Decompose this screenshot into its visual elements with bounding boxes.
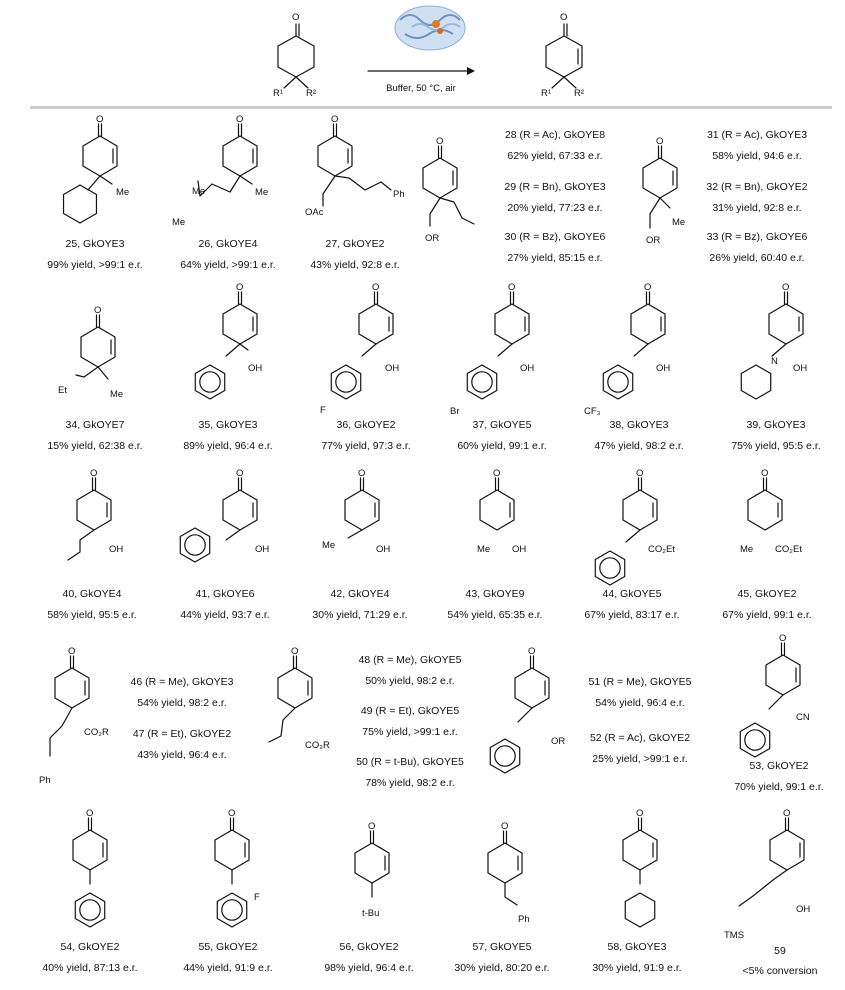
caption-37-result: 60% yield, 99:1 e.r. bbox=[457, 440, 547, 452]
caption-29-result: 20% yield, 77:23 e.r. bbox=[507, 202, 603, 214]
struct-41-ring bbox=[223, 490, 257, 530]
caption-37-title: 37, GkOYE5 bbox=[472, 419, 532, 431]
struct-58-cyclohexyl bbox=[625, 893, 654, 927]
label-43-me: Me bbox=[477, 544, 491, 555]
label-42-me: Me bbox=[322, 540, 336, 551]
struct-27-oxygen: O bbox=[331, 114, 339, 125]
struct-57-carbonyl bbox=[504, 831, 507, 843]
struct-38-carbonyl bbox=[647, 292, 650, 304]
struct-40-ring bbox=[77, 490, 111, 530]
caption-38-result: 47% yield, 98:2 e.r. bbox=[594, 440, 684, 452]
caption-46-title: 46 (R = Me), GkOYE3 bbox=[130, 676, 234, 688]
struct-58-oxygen: O bbox=[636, 808, 644, 819]
product-r1-label: R¹ bbox=[541, 88, 552, 99]
caption-57-title: 57, GkOYE5 bbox=[472, 941, 532, 953]
struct-38-ring bbox=[631, 304, 665, 344]
struct-51-carbonyl bbox=[531, 656, 534, 668]
struct-48-allyl bbox=[269, 708, 295, 742]
struct-53-oxygen: O bbox=[779, 633, 787, 644]
struct-27-chain bbox=[335, 176, 391, 190]
struct-43-ring bbox=[480, 490, 514, 530]
caption-43-title: 43, GkOYE9 bbox=[465, 588, 525, 600]
struct-48-carbonyl bbox=[294, 656, 297, 668]
struct-31-oxygen: O bbox=[656, 136, 664, 147]
struct-51-bond bbox=[518, 708, 532, 722]
row-1-captions bbox=[47, 129, 808, 271]
struct-57-ring bbox=[488, 843, 522, 883]
struct-59-alkyne bbox=[739, 870, 787, 906]
struct-45-oxygen: O bbox=[761, 468, 769, 479]
caption-50-title: 50 (R = t-Bu), GkOYE5 bbox=[356, 756, 464, 768]
caption-48-title: 48 (R = Me), GkOYE5 bbox=[358, 654, 462, 666]
caption-28-result: 62% yield, 67:33 e.r. bbox=[507, 150, 603, 162]
struct-56-oxygen: O bbox=[368, 821, 376, 832]
struct-53-ring bbox=[766, 655, 800, 695]
caption-40-title: 40, GkOYE4 bbox=[62, 588, 122, 600]
caption-45-result: 67% yield, 99:1 e.r. bbox=[722, 609, 812, 621]
struct-28-carbonyl bbox=[439, 146, 442, 158]
label-45-me: Me bbox=[740, 544, 754, 555]
caption-39-title: 39, GkOYE3 bbox=[746, 419, 806, 431]
caption-56-result: 98% yield, 96:4 e.r. bbox=[324, 962, 414, 974]
reaction-conditions: Buffer, 50 °C, air bbox=[386, 83, 456, 94]
struct-42-ch2 bbox=[348, 530, 362, 538]
struct-37-oxygen: O bbox=[508, 282, 516, 293]
struct-26-ring bbox=[223, 136, 257, 176]
caption-38-title: 38, GkOYE3 bbox=[609, 419, 669, 431]
struct-39-bond bbox=[772, 344, 786, 356]
struct-41-carbonyl bbox=[239, 478, 242, 490]
caption-33-title: 33 (R = Bz), GkOYE6 bbox=[706, 231, 808, 243]
caption-31-result: 58% yield, 94:6 e.r. bbox=[712, 150, 802, 162]
label-36-oh: OH bbox=[385, 363, 400, 374]
struct-59-oxygen: O bbox=[783, 808, 791, 819]
struct-55-carbonyl bbox=[231, 818, 234, 830]
label-27-ph: Ph bbox=[393, 189, 405, 200]
struct-38-oxygen: O bbox=[644, 282, 652, 293]
struct-39-oxygen: O bbox=[782, 282, 790, 293]
struct-45-carbonyl bbox=[764, 478, 767, 490]
caption-51-result: 54% yield, 96:4 e.r. bbox=[595, 697, 685, 709]
struct-25-bond bbox=[88, 176, 100, 190]
struct-28-oxygen: O bbox=[436, 136, 444, 147]
struct-40-carbonyl bbox=[93, 478, 96, 490]
struct-36-oxygen: O bbox=[372, 282, 380, 293]
struct-35-bond bbox=[226, 344, 240, 356]
label-25-me: Me bbox=[116, 187, 130, 198]
struct-44-carbonyl bbox=[639, 478, 642, 490]
label-40-oh: OH bbox=[109, 544, 124, 555]
struct-35-oh-bond bbox=[240, 344, 248, 350]
struct-35-carbonyl bbox=[239, 292, 242, 304]
struct-38-aryl-aromatic bbox=[608, 372, 628, 392]
struct-53-carbonyl bbox=[782, 643, 785, 655]
struct-51-phenyl-aromatic bbox=[495, 746, 515, 766]
struct-46-carbonyl bbox=[71, 656, 74, 668]
label-26-me3: Me bbox=[255, 187, 269, 198]
svg-text:O: O bbox=[292, 12, 300, 23]
caption-30-result: 27% yield, 85:15 e.r. bbox=[507, 252, 603, 264]
struct-42-ring bbox=[345, 490, 379, 530]
struct-37-carbonyl bbox=[511, 292, 514, 304]
caption-25-title: 25, GkOYE3 bbox=[65, 238, 125, 250]
caption-49-title: 49 (R = Et), GkOYE5 bbox=[360, 705, 460, 717]
caption-34-title: 34, GkOYE7 bbox=[65, 419, 125, 431]
struct-27-carbonyl bbox=[334, 124, 337, 136]
caption-33-result: 26% yield, 60:40 e.r. bbox=[709, 252, 805, 264]
struct-48-oxygen: O bbox=[291, 646, 299, 657]
struct-55-aryl-aromatic bbox=[222, 900, 242, 920]
struct-36-bond bbox=[362, 344, 376, 356]
struct-55-oxygen: O bbox=[228, 808, 236, 819]
label-45-co2et: CO₂Et bbox=[775, 544, 802, 555]
struct-57-benzyl bbox=[505, 883, 517, 905]
struct-46-chain bbox=[50, 708, 72, 756]
enzyme-structure-image bbox=[395, 6, 465, 50]
struct-34-carbonyl bbox=[97, 315, 100, 327]
struct-58-carbonyl bbox=[639, 818, 642, 830]
svg-text:O: O bbox=[560, 12, 568, 23]
caption-25-result: 99% yield, >99:1 e.r. bbox=[47, 259, 143, 271]
struct-41-oxygen: O bbox=[236, 468, 244, 479]
struct-28-ring bbox=[423, 158, 457, 198]
caption-53-title: 53, GkOYE2 bbox=[749, 760, 809, 772]
label-39-n: N bbox=[771, 356, 778, 367]
label-37-oh: OH bbox=[520, 363, 535, 374]
struct-44-phenyl-aromatic bbox=[600, 558, 620, 578]
struct-40-allyl bbox=[68, 530, 94, 560]
caption-40-result: 58% yield, 95:5 e.r. bbox=[47, 609, 137, 621]
struct-45-ring bbox=[748, 490, 782, 530]
struct-54-ring bbox=[73, 830, 107, 870]
label-57-ph: Ph bbox=[518, 914, 530, 925]
label-56-tbu: t-Bu bbox=[362, 908, 380, 919]
row-3-captions bbox=[47, 588, 811, 621]
caption-26-title: 26, GkOYE4 bbox=[198, 238, 258, 250]
struct-36-carbonyl bbox=[375, 292, 378, 304]
struct-28-ch2or bbox=[430, 198, 440, 226]
struct-34-me-bond bbox=[98, 367, 108, 379]
struct-25-oxygen: O bbox=[96, 114, 104, 125]
caption-55-result: 44% yield, 91:9 e.r. bbox=[183, 962, 273, 974]
struct-56-carbonyl bbox=[371, 831, 374, 843]
caption-45-title: 45, GkOYE2 bbox=[737, 588, 797, 600]
caption-47-title: 47 (R = Et), GkOYE2 bbox=[132, 728, 232, 740]
struct-26-oxygen: O bbox=[236, 114, 244, 125]
struct-27-ring bbox=[318, 136, 352, 176]
label-26-me2: Me bbox=[172, 217, 186, 228]
caption-51-title: 51 (R = Me), GkOYE5 bbox=[588, 676, 692, 688]
struct-59-carbonyl bbox=[786, 818, 789, 830]
caption-48-result: 50% yield, 98:2 e.r. bbox=[365, 675, 455, 687]
caption-30-title: 30 (R = Bz), GkOYE6 bbox=[504, 231, 606, 243]
caption-32-title: 32 (R = Bn), GkOYE2 bbox=[706, 181, 808, 193]
struct-26-carbonyl bbox=[239, 124, 242, 136]
caption-26-result: 64% yield, >99:1 e.r. bbox=[180, 259, 276, 271]
label-48-co2r: CO₂R bbox=[305, 740, 330, 751]
caption-29-title: 29 (R = Bn), GkOYE3 bbox=[504, 181, 606, 193]
caption-58-result: 30% yield, 91:9 e.r. bbox=[592, 962, 682, 974]
caption-46-result: 54% yield, 98:2 e.r. bbox=[137, 697, 227, 709]
struct-27-ch2oac bbox=[323, 176, 335, 206]
caption-35-result: 89% yield, 96:4 e.r. bbox=[183, 440, 273, 452]
struct-53-phenyl-aromatic bbox=[745, 730, 765, 750]
caption-47-result: 43% yield, 96:4 e.r. bbox=[137, 749, 227, 761]
caption-39-result: 75% yield, 95:5 e.r. bbox=[731, 440, 821, 452]
struct-51-ring bbox=[515, 668, 549, 708]
header-divider bbox=[30, 106, 832, 109]
reactant-structure bbox=[273, 12, 316, 99]
caption-31-title: 31 (R = Ac), GkOYE3 bbox=[706, 129, 808, 141]
struct-35-phenyl-aromatic bbox=[200, 372, 220, 392]
struct-25-me-bond bbox=[100, 176, 112, 184]
row-2-captions bbox=[47, 419, 820, 452]
label-34-et: Et bbox=[58, 385, 67, 396]
caption-41-result: 44% yield, 93:7 e.r. bbox=[180, 609, 270, 621]
caption-59-result: <5% conversion bbox=[742, 965, 818, 977]
struct-31-ring bbox=[643, 158, 677, 198]
caption-32-result: 31% yield, 92:8 e.r. bbox=[712, 202, 802, 214]
caption-49-result: 75% yield, >99:1 e.r. bbox=[362, 726, 458, 738]
label-46-co2r: CO₂R bbox=[84, 727, 109, 738]
struct-54-carbonyl bbox=[89, 818, 92, 830]
struct-36-aryl-aromatic bbox=[336, 372, 356, 392]
struct-34-oxygen: O bbox=[94, 305, 102, 316]
caption-55-title: 55, GkOYE2 bbox=[198, 941, 258, 953]
caption-43-result: 54% yield, 65:35 e.r. bbox=[447, 609, 543, 621]
caption-53-result: 70% yield, 99:1 e.r. bbox=[734, 781, 824, 793]
caption-50-result: 78% yield, 98:2 e.r. bbox=[365, 777, 455, 789]
caption-54-result: 40% yield, 87:13 e.r. bbox=[42, 962, 138, 974]
label-31-me: Me bbox=[672, 217, 686, 228]
struct-37-ring bbox=[495, 304, 529, 344]
label-53-cn: CN bbox=[796, 712, 810, 723]
caption-59-title: 59 bbox=[774, 945, 786, 957]
header-reaction bbox=[273, 6, 584, 99]
label-26-me1: Me bbox=[192, 186, 206, 197]
caption-36-title: 36, GkOYE2 bbox=[336, 419, 396, 431]
struct-31-ch2or bbox=[650, 198, 660, 228]
struct-37-bond bbox=[498, 344, 512, 356]
reactant-r2-label: R² bbox=[306, 88, 317, 99]
caption-27-result: 43% yield, 92:8 e.r. bbox=[310, 259, 400, 271]
caption-56-title: 56, GkOYE2 bbox=[339, 941, 399, 953]
product-r2-label: R² bbox=[574, 88, 585, 99]
caption-42-result: 30% yield, 71:29 e.r. bbox=[312, 609, 408, 621]
caption-44-result: 67% yield, 83:17 e.r. bbox=[584, 609, 680, 621]
label-42-oh: OH bbox=[376, 544, 391, 555]
label-34-me: Me bbox=[110, 389, 124, 400]
struct-39-ring bbox=[769, 304, 803, 344]
struct-58-ring bbox=[623, 830, 657, 870]
struct-43-oxygen: O bbox=[493, 468, 501, 479]
label-59-oh: OH bbox=[796, 904, 811, 915]
struct-41-ch2 bbox=[226, 530, 240, 540]
struct-51-oxygen: O bbox=[528, 646, 536, 657]
label-59-tms: TMS bbox=[724, 930, 745, 941]
struct-25-ring bbox=[83, 136, 117, 176]
caption-54-title: 54, GkOYE2 bbox=[60, 941, 120, 953]
struct-36-ring bbox=[359, 304, 393, 344]
struct-55-ring bbox=[215, 830, 249, 870]
label-41-oh: OH bbox=[255, 544, 270, 555]
struct-57-oxygen: O bbox=[501, 821, 509, 832]
struct-54-phenyl-aromatic bbox=[80, 900, 100, 920]
product-structure bbox=[541, 12, 584, 99]
struct-28-allyl bbox=[440, 198, 474, 224]
struct-42-oxygen: O bbox=[358, 468, 366, 479]
label-37-br: Br bbox=[450, 406, 460, 417]
label-38-cf3: CF₃ bbox=[584, 406, 601, 417]
struct-31-carbonyl bbox=[659, 146, 662, 158]
struct-59-ring bbox=[770, 830, 804, 870]
caption-34-result: 15% yield, 62:38 e.r. bbox=[47, 440, 143, 452]
row-5-captions bbox=[42, 941, 817, 977]
caption-52-result: 25% yield, >99:1 e.r. bbox=[592, 753, 688, 765]
label-55-f: F bbox=[254, 892, 260, 903]
caption-36-result: 77% yield, 97:3 e.r. bbox=[321, 440, 411, 452]
struct-25-cyclohexyl bbox=[64, 185, 97, 223]
reactant-r1-label: R¹ bbox=[273, 88, 284, 99]
caption-44-title: 44, GkOYE5 bbox=[602, 588, 662, 600]
struct-37-aryl-aromatic bbox=[472, 372, 492, 392]
struct-46-oxygen: O bbox=[68, 646, 76, 657]
label-46-ph: Ph bbox=[39, 775, 51, 786]
label-44-co2et: CO₂Et bbox=[648, 544, 675, 555]
label-51-or: OR bbox=[551, 736, 566, 747]
struct-40-oxygen: O bbox=[90, 468, 98, 479]
struct-34-ring bbox=[81, 327, 115, 367]
struct-35-ring bbox=[223, 304, 257, 344]
struct-46-ring bbox=[55, 668, 89, 708]
struct-54-oxygen: O bbox=[86, 808, 94, 819]
struct-25-carbonyl bbox=[99, 124, 102, 136]
caption-35-title: 35, GkOYE3 bbox=[198, 419, 258, 431]
struct-39-pyridyl bbox=[741, 365, 770, 399]
caption-58-title: 58, GkOYE3 bbox=[607, 941, 667, 953]
label-35-oh: OH bbox=[248, 363, 263, 374]
caption-27-title: 27, GkOYE2 bbox=[325, 238, 385, 250]
struct-31-me-bond bbox=[660, 198, 670, 208]
label-36-f: F bbox=[320, 405, 326, 416]
struct-44-oxygen: O bbox=[636, 468, 644, 479]
struct-26-me-bond bbox=[240, 176, 252, 184]
struct-53-bond bbox=[769, 695, 783, 709]
struct-44-bond bbox=[626, 530, 640, 542]
label-31-or: OR bbox=[646, 235, 661, 246]
caption-42-title: 42, GkOYE4 bbox=[330, 588, 390, 600]
label-27-oac: OAc bbox=[305, 207, 324, 218]
struct-56-ring bbox=[355, 843, 389, 883]
label-28-or: OR bbox=[425, 233, 440, 244]
struct-42-carbonyl bbox=[361, 478, 364, 490]
struct-44-ring bbox=[623, 490, 657, 530]
structure-labels bbox=[39, 186, 810, 941]
caption-28-title: 28 (R = Ac), GkOYE8 bbox=[504, 129, 606, 141]
struct-35-oxygen: O bbox=[236, 282, 244, 293]
struct-48-ring bbox=[278, 668, 312, 708]
caption-41-title: 41, GkOYE6 bbox=[195, 588, 255, 600]
struct-38-bond bbox=[634, 344, 648, 356]
struct-39-carbonyl bbox=[785, 292, 788, 304]
struct-41-phenyl-aromatic bbox=[185, 535, 205, 555]
struct-34-et bbox=[76, 367, 98, 377]
row-4-captions bbox=[131, 654, 824, 793]
label-39-oh: OH bbox=[793, 363, 808, 374]
struct-43-carbonyl bbox=[496, 478, 499, 490]
label-43-oh: OH bbox=[512, 544, 527, 555]
label-38-oh: OH bbox=[656, 363, 671, 374]
caption-52-title: 52 (R = Ac), GkOYE2 bbox=[589, 732, 691, 744]
caption-57-result: 30% yield, 80:20 e.r. bbox=[454, 962, 550, 974]
